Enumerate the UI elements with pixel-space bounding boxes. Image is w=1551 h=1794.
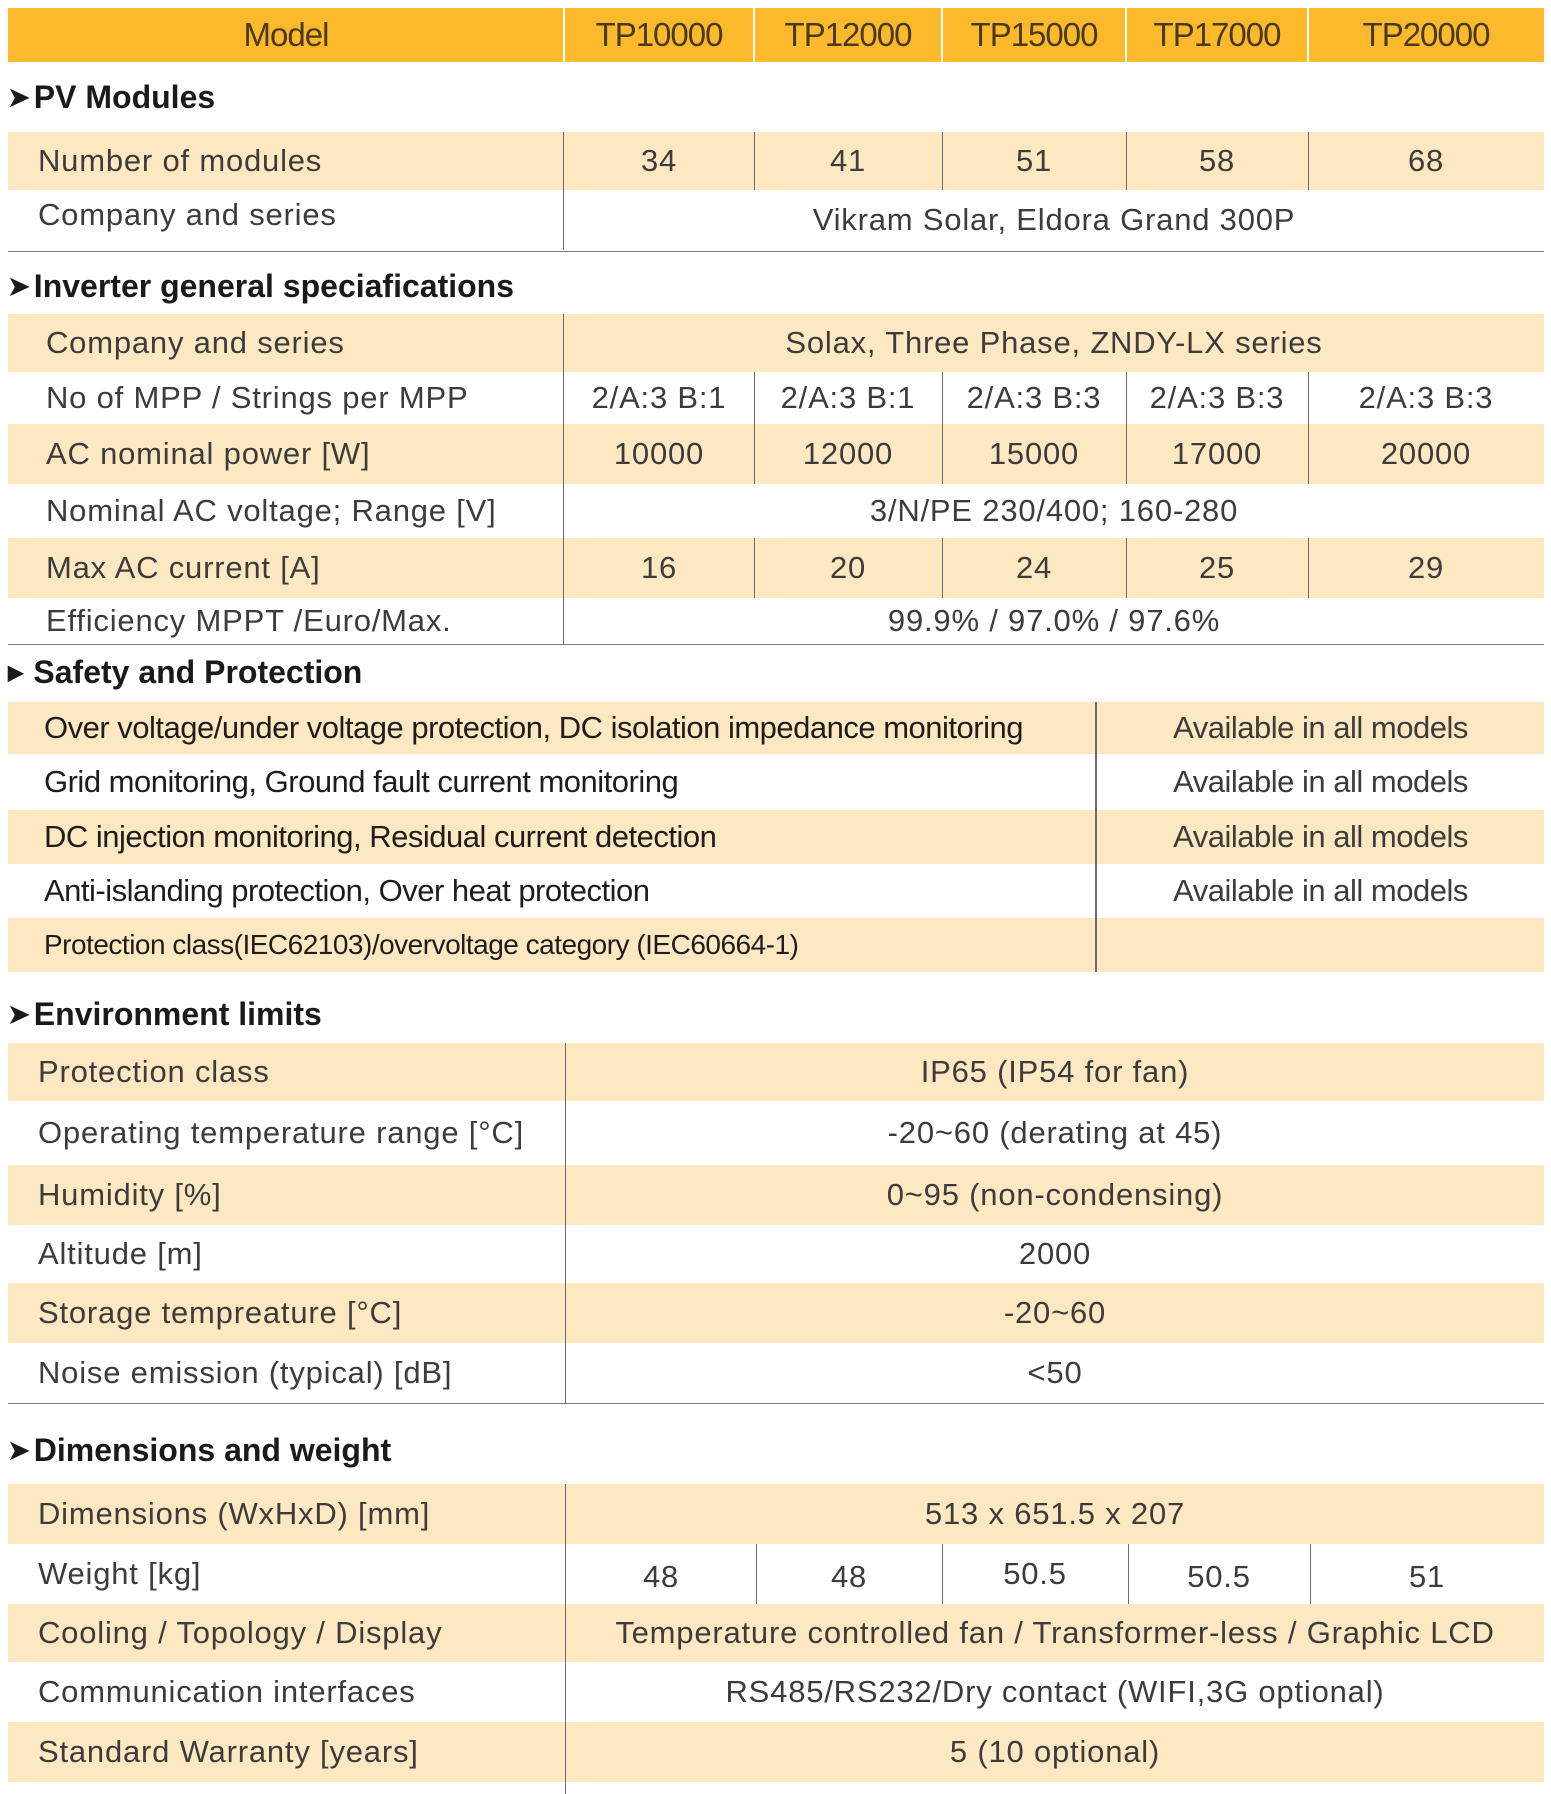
table-row — [8, 190, 1544, 250]
row-value: Available in all models — [1173, 764, 1468, 799]
row-label: Protection class — [38, 1054, 270, 1089]
row-label: Storage tempreature [°C] — [38, 1295, 403, 1330]
section-title-pv-modules: ➤ PV Modules — [8, 78, 216, 115]
row-value: 51 — [1408, 1559, 1446, 1594]
row-label: Protection class(IEC62103)/overvoltage category (IEC60664-1) — [44, 929, 799, 960]
row-label: Standard Warranty [years] — [38, 1734, 419, 1769]
row-label: Grid monitoring, Ground fault current monitoring — [44, 764, 679, 799]
table-row — [8, 754, 1544, 810]
row-value: 29 — [1407, 550, 1445, 585]
arrow-icon: ➤ — [8, 81, 30, 112]
row-value: IP65 (IP54 for fan) — [920, 1054, 1190, 1089]
row-value: Available in all models — [1173, 710, 1468, 745]
table-row — [8, 1722, 1544, 1782]
row-value: 34 — [640, 143, 678, 178]
row-value: 48 — [830, 1559, 868, 1594]
row-value: 2000 — [1018, 1236, 1092, 1271]
spec-table-header — [8, 8, 1544, 62]
table-row — [8, 538, 1544, 598]
section-title-dimensions: ➤ Dimensions and weight — [8, 1431, 392, 1468]
row-label: Dimensions (WxHxD) [mm] — [38, 1496, 431, 1531]
arrow-icon: ➤ — [8, 270, 30, 301]
row-value: Vikram Solar, Eldora Grand 300P — [812, 202, 1296, 237]
table-row — [8, 484, 1544, 538]
row-label: No of MPP / Strings per MPP — [46, 380, 469, 415]
row-value: Solax, Three Phase, ZNDY-LX series — [785, 325, 1323, 360]
row-value: 2/A:3 B:1 — [780, 380, 916, 415]
row-value: 25 — [1198, 550, 1236, 585]
row-value: 12000 — [802, 436, 894, 471]
section-title-environment: ➤ Environment limits — [8, 995, 322, 1032]
row-label: Cooling / Topology / Display — [38, 1615, 443, 1650]
row-value: 68 — [1407, 143, 1445, 178]
row-value: 48 — [642, 1559, 680, 1594]
table-row — [8, 132, 1544, 190]
table-row — [8, 314, 1544, 372]
row-value: 20 — [829, 550, 867, 585]
row-value: 16 — [640, 550, 678, 585]
row-value: 2/A:3 B:3 — [966, 380, 1102, 415]
arrow-icon: ➤ — [8, 1434, 30, 1465]
table-row — [8, 702, 1544, 754]
model-tp17000: TP17000 — [1153, 16, 1281, 53]
row-value: 51 — [1015, 143, 1053, 178]
row-label: Nominal AC voltage; Range [V] — [46, 493, 497, 528]
row-label: Anti-islanding protection, Over heat protection — [44, 873, 650, 908]
row-value: RS485/RS232/Dry contact (WIFI,3G optional) — [725, 1674, 1385, 1709]
row-label: Company and series — [46, 325, 345, 360]
model-tp20000: TP20000 — [1362, 16, 1490, 53]
row-value: 15000 — [988, 436, 1080, 471]
row-value: 50.5 — [1003, 1556, 1067, 1591]
environment-table — [8, 1043, 1544, 1403]
section-title-inverter: ➤ Inverter general speciafications — [8, 267, 514, 304]
row-value: 99.9% / 97.0% / 97.6% — [887, 603, 1221, 638]
row-label: Operating temperature range [°C] — [38, 1115, 525, 1150]
table-row — [8, 1043, 1544, 1101]
row-label: AC nominal power [W] — [46, 436, 371, 471]
row-value: 10000 — [613, 436, 705, 471]
row-label: Humidity [%] — [38, 1177, 222, 1212]
row-value: -20~60 (derating at 45) — [887, 1115, 1223, 1150]
row-value: Available in all models — [1173, 819, 1468, 854]
table-row — [8, 864, 1544, 918]
row-label: Number of modules — [38, 143, 323, 178]
row-value: Temperature controlled fan / Transformer-less / Graphic LCD — [615, 1615, 1495, 1650]
table-row — [8, 1544, 1544, 1604]
row-label: Over voltage/under voltage protection, DC isolation impedance monitoring — [44, 710, 1023, 745]
model-tp10000: TP10000 — [595, 16, 723, 53]
table-row — [8, 1225, 1544, 1283]
row-value: 24 — [1015, 550, 1053, 585]
table-row — [8, 918, 1544, 972]
table-row — [8, 1484, 1544, 1544]
arrow-icon: ➤ — [8, 998, 30, 1029]
row-value: 2/A:3 B:3 — [1358, 380, 1494, 415]
row-label: Company and series — [38, 197, 337, 232]
row-value: 5 (10 optional) — [949, 1734, 1161, 1769]
section-title-safety: ▶ Safety and Protection — [8, 653, 363, 690]
dimensions-table — [8, 1484, 1544, 1794]
model-tp12000: TP12000 — [784, 16, 912, 53]
row-label: Altitude [m] — [38, 1236, 203, 1271]
table-row — [8, 1343, 1544, 1403]
triangle-icon: ▶ — [8, 661, 24, 684]
row-value: 0~95 (non-condensing) — [886, 1177, 1224, 1212]
row-value: 2/A:3 B:3 — [1149, 380, 1285, 415]
row-value: <50 — [1027, 1355, 1083, 1390]
row-value: -20~60 — [1003, 1295, 1107, 1330]
row-value: 2/A:3 B:1 — [591, 380, 727, 415]
table-row — [8, 1283, 1544, 1343]
table-row — [8, 598, 1544, 644]
table-row — [8, 1101, 1544, 1165]
row-label: DC injection monitoring, Residual current detection — [44, 819, 717, 854]
row-value: 17000 — [1171, 436, 1263, 471]
model-tp15000: TP15000 — [970, 16, 1098, 53]
table-row — [8, 424, 1544, 484]
table-row — [8, 810, 1544, 864]
row-value: 20000 — [1380, 436, 1472, 471]
row-value: 58 — [1198, 143, 1236, 178]
model-header-label: Model — [243, 16, 329, 53]
table-row — [8, 372, 1544, 424]
table-row — [8, 1165, 1544, 1225]
table-row — [8, 1662, 1544, 1722]
row-value: 50.5 — [1187, 1559, 1251, 1594]
row-label: Weight [kg] — [38, 1556, 202, 1591]
row-value: 513 x 651.5 x 207 — [924, 1496, 1186, 1531]
row-value — [1097, 918, 1544, 972]
row-label: Noise emission (typical) [dB] — [38, 1355, 453, 1390]
row-value: 3/N/PE 230/400; 160-280 — [869, 493, 1239, 528]
row-label: Max AC current [A] — [46, 550, 321, 585]
table-row — [8, 1604, 1544, 1662]
row-value: 41 — [829, 143, 867, 178]
row-value: Available in all models — [1173, 873, 1468, 908]
row-label: Efficiency MPPT /Euro/Max. — [46, 603, 452, 638]
row-label: Communication interfaces — [38, 1674, 416, 1709]
